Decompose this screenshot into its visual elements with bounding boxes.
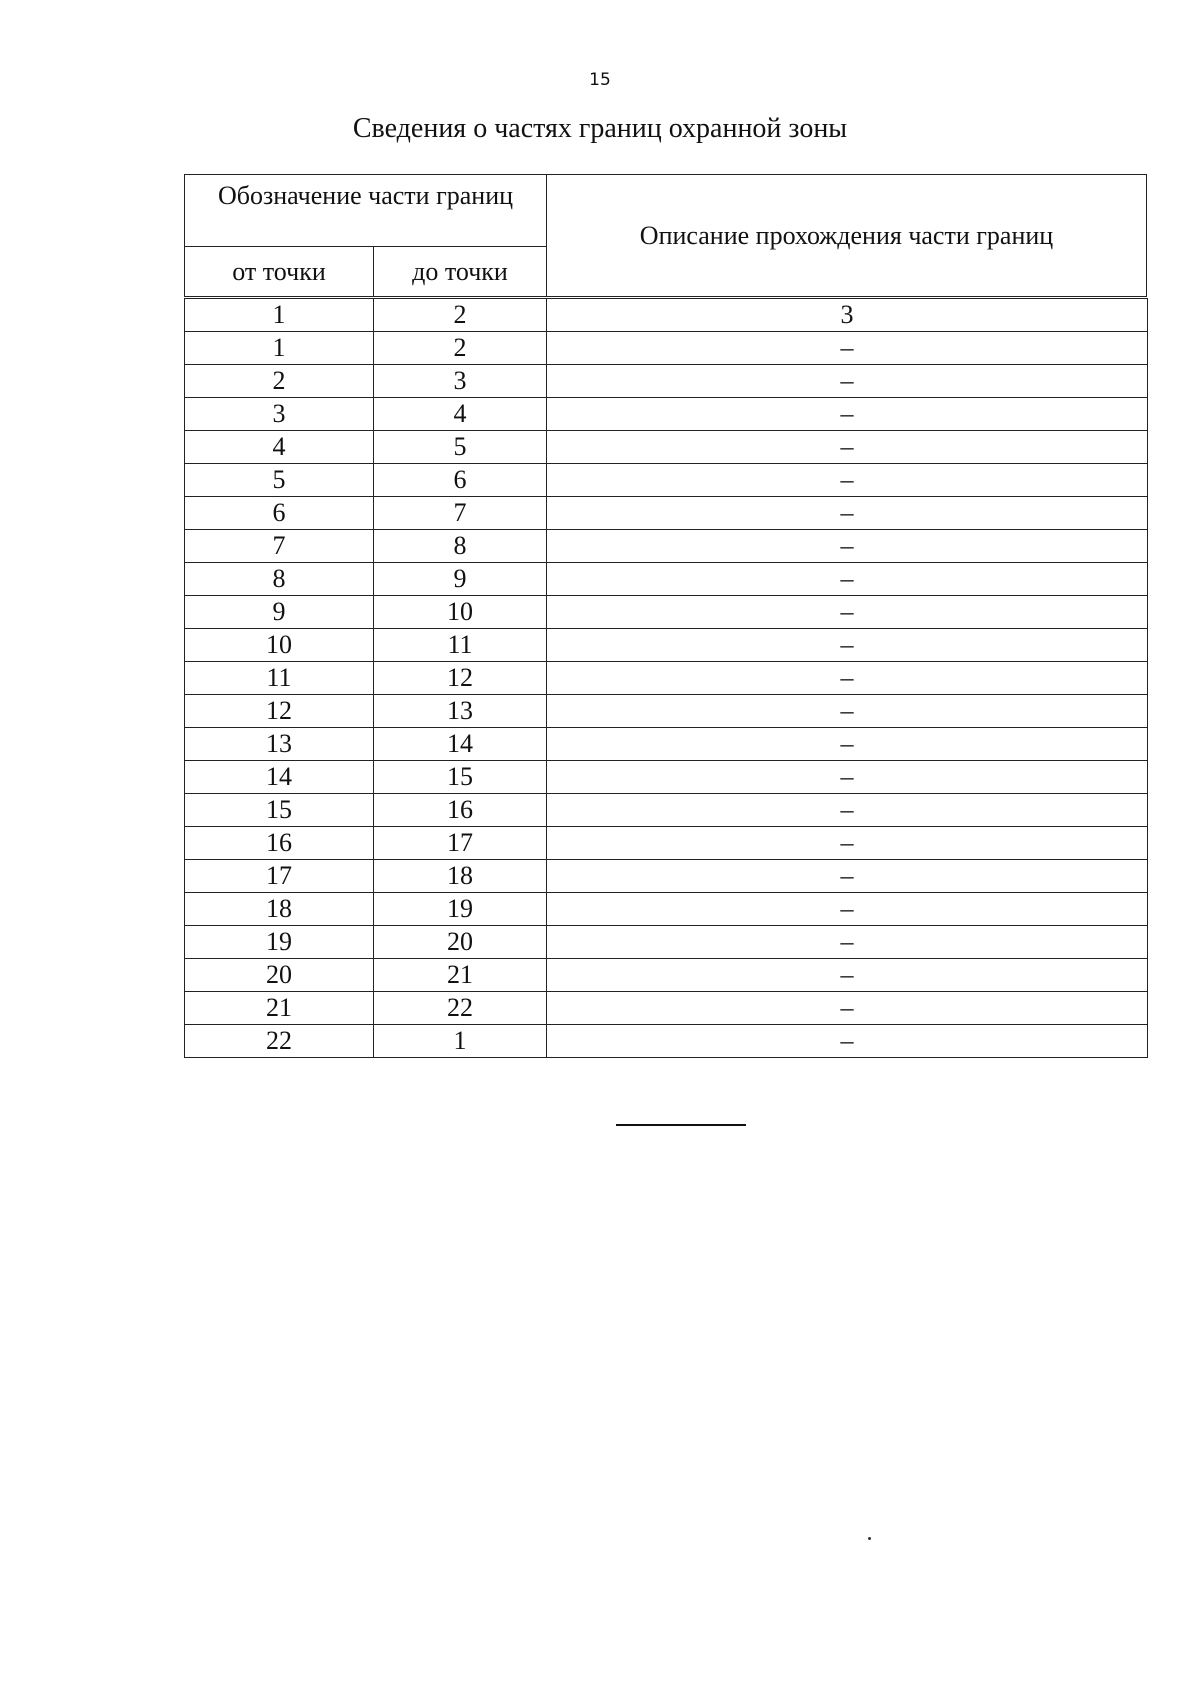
table-row <box>185 827 1148 860</box>
table-row <box>185 530 1148 563</box>
table-row <box>185 926 1148 959</box>
table-body <box>185 299 1148 1058</box>
column-index-to: 2 <box>374 299 547 332</box>
cell-to-point: 17 <box>374 827 547 860</box>
cell-description: – <box>547 992 1148 1025</box>
cell-to-point: 22 <box>374 992 547 1025</box>
table-row <box>185 497 1148 530</box>
boundary-table <box>184 298 1148 1058</box>
header-from-cell: от точки <box>185 247 374 297</box>
cell-from-point: 15 <box>185 794 374 827</box>
cell-description: – <box>547 1025 1148 1058</box>
scan-speck <box>868 1537 871 1540</box>
table-row <box>185 992 1148 1025</box>
table-row <box>185 464 1148 497</box>
table-row <box>185 398 1148 431</box>
cell-from-point: 10 <box>185 629 374 662</box>
header-group-cell: Обозначение части границ <box>185 175 547 247</box>
cell-to-point: 6 <box>374 464 547 497</box>
cell-description: – <box>547 827 1148 860</box>
cell-to-point: 7 <box>374 497 547 530</box>
cell-to-point: 2 <box>374 332 547 365</box>
cell-description: – <box>547 959 1148 992</box>
table-row <box>185 332 1148 365</box>
cell-to-point: 14 <box>374 728 547 761</box>
page-number: 15 <box>589 70 611 90</box>
page-title: Сведения о частях границ охранной зоны <box>352 113 848 144</box>
cell-to-point: 20 <box>374 926 547 959</box>
cell-from-point: 19 <box>185 926 374 959</box>
table-row <box>185 794 1148 827</box>
cell-from-point: 14 <box>185 761 374 794</box>
table-row <box>185 629 1148 662</box>
cell-description: – <box>547 860 1148 893</box>
cell-to-point: 12 <box>374 662 547 695</box>
cell-from-point: 11 <box>185 662 374 695</box>
cell-description: – <box>547 563 1148 596</box>
cell-from-point: 7 <box>185 530 374 563</box>
cell-to-point: 10 <box>374 596 547 629</box>
cell-to-point: 11 <box>374 629 547 662</box>
end-rule <box>616 1124 746 1126</box>
table-row <box>185 1025 1148 1058</box>
cell-to-point: 15 <box>374 761 547 794</box>
table-row <box>185 695 1148 728</box>
cell-from-point: 8 <box>185 563 374 596</box>
cell-description: – <box>547 662 1148 695</box>
cell-description: – <box>547 431 1148 464</box>
column-index-from: 1 <box>185 299 374 332</box>
cell-description: – <box>547 695 1148 728</box>
table-row <box>185 761 1148 794</box>
cell-to-point: 18 <box>374 860 547 893</box>
cell-from-point: 1 <box>185 332 374 365</box>
cell-from-point: 9 <box>185 596 374 629</box>
table-row <box>185 596 1148 629</box>
cell-from-point: 6 <box>185 497 374 530</box>
cell-from-point: 21 <box>185 992 374 1025</box>
cell-from-point: 13 <box>185 728 374 761</box>
table-row <box>185 662 1148 695</box>
cell-description: – <box>547 728 1148 761</box>
cell-to-point: 13 <box>374 695 547 728</box>
cell-from-point: 3 <box>185 398 374 431</box>
cell-from-point: 17 <box>185 860 374 893</box>
cell-description: – <box>547 761 1148 794</box>
cell-description: – <box>547 332 1148 365</box>
cell-description: – <box>547 398 1148 431</box>
table-row <box>185 959 1148 992</box>
cell-from-point: 16 <box>185 827 374 860</box>
cell-description: – <box>547 497 1148 530</box>
cell-to-point: 21 <box>374 959 547 992</box>
column-index-desc: 3 <box>547 299 1148 332</box>
cell-from-point: 20 <box>185 959 374 992</box>
header-to-cell: до точки <box>374 247 547 297</box>
cell-from-point: 4 <box>185 431 374 464</box>
cell-description: – <box>547 464 1148 497</box>
cell-to-point: 9 <box>374 563 547 596</box>
cell-description: – <box>547 530 1148 563</box>
table-row <box>185 893 1148 926</box>
table-row <box>185 365 1148 398</box>
cell-from-point: 5 <box>185 464 374 497</box>
cell-to-point: 5 <box>374 431 547 464</box>
cell-description: – <box>547 629 1148 662</box>
cell-from-point: 22 <box>185 1025 374 1058</box>
cell-to-point: 1 <box>374 1025 547 1058</box>
cell-to-point: 4 <box>374 398 547 431</box>
column-index-row <box>185 299 1148 332</box>
cell-description: – <box>547 926 1148 959</box>
cell-from-point: 18 <box>185 893 374 926</box>
header-description-cell: Описание прохождения части границ <box>547 175 1147 297</box>
cell-to-point: 19 <box>374 893 547 926</box>
cell-from-point: 2 <box>185 365 374 398</box>
cell-description: – <box>547 893 1148 926</box>
table-header <box>184 174 1147 297</box>
cell-description: – <box>547 596 1148 629</box>
cell-to-point: 3 <box>374 365 547 398</box>
cell-from-point: 12 <box>185 695 374 728</box>
cell-to-point: 8 <box>374 530 547 563</box>
cell-to-point: 16 <box>374 794 547 827</box>
table-row <box>185 860 1148 893</box>
cell-description: – <box>547 794 1148 827</box>
cell-description: – <box>547 365 1148 398</box>
table-row <box>185 431 1148 464</box>
table-row <box>185 728 1148 761</box>
table-row <box>185 563 1148 596</box>
